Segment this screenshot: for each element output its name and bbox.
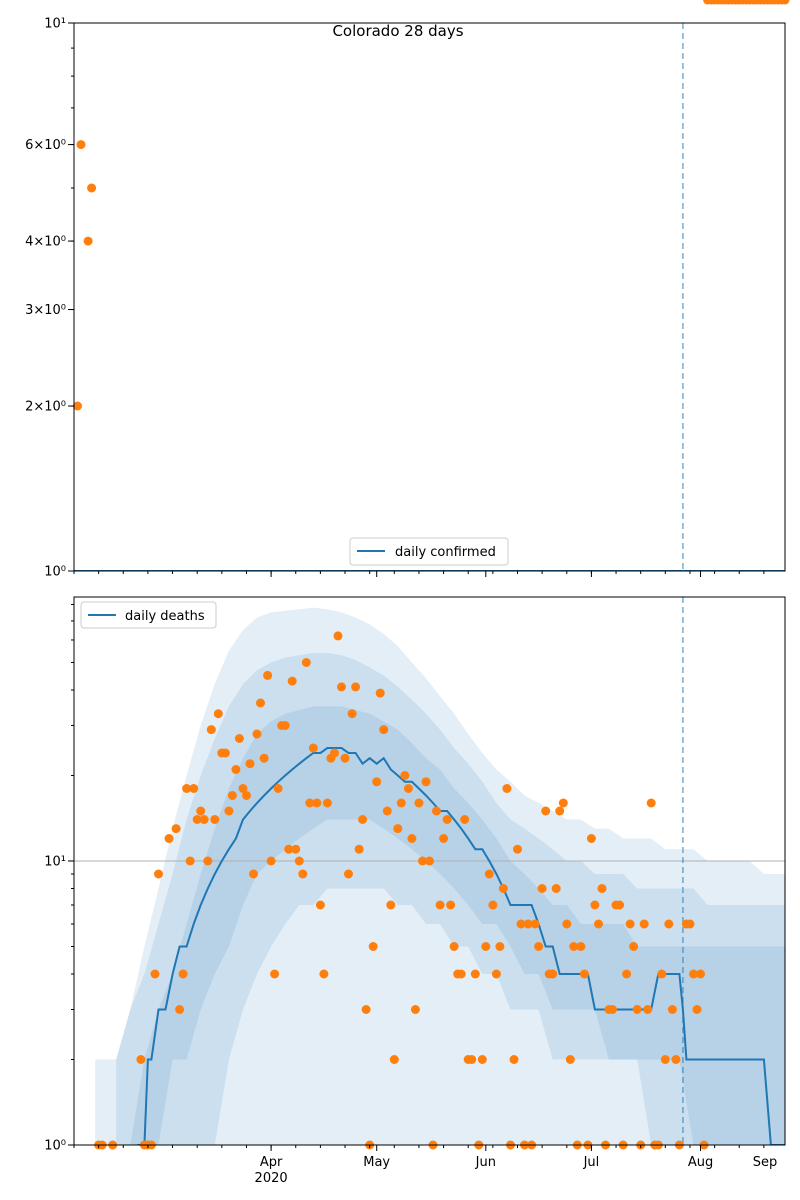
bottom-panel (44, 0, 789, 1186)
observed-point (393, 824, 402, 833)
observed-point (267, 857, 276, 866)
observed-point (351, 682, 360, 691)
observed-point (330, 749, 339, 758)
observed-point (270, 970, 279, 979)
observed-point (548, 970, 557, 979)
observed-point (316, 901, 325, 910)
observed-point (390, 1055, 399, 1064)
x-tick-label: Apr (259, 1155, 283, 1170)
observed-point (555, 807, 564, 816)
observed-point (231, 765, 240, 774)
observed-point (671, 1055, 680, 1064)
observed-point (348, 709, 357, 718)
observed-point (256, 699, 265, 708)
observed-point (598, 884, 607, 893)
observed-point (622, 970, 631, 979)
observed-point (87, 184, 96, 193)
observed-point (450, 942, 459, 951)
observed-point (228, 791, 237, 800)
top-legend (350, 538, 508, 565)
observed-point (341, 754, 350, 763)
y-tick-label: 2×10⁰ (25, 399, 66, 415)
observed-point (172, 824, 181, 833)
legend-label-deaths: daily deaths (125, 609, 205, 624)
y-tick-label: 10¹ (44, 16, 66, 32)
observed-point (425, 857, 434, 866)
observed-point (594, 920, 603, 929)
observed-point (136, 1055, 145, 1064)
observed-point (566, 1055, 575, 1064)
observed-point (541, 807, 550, 816)
observed-point (175, 1005, 184, 1014)
observed-point (397, 799, 406, 808)
observed-point (344, 870, 353, 879)
bottom-legend (81, 602, 216, 628)
observed-point (221, 749, 230, 758)
observed-point (590, 901, 599, 910)
observed-point (576, 942, 585, 951)
observed-point (312, 799, 321, 808)
observed-point (189, 784, 198, 793)
observed-point (372, 777, 381, 786)
x-tick-sublabel: 2020 (254, 1171, 288, 1186)
observed-point (200, 815, 209, 824)
chart-title: Colorado 28 days (332, 22, 464, 40)
observed-point (467, 1055, 476, 1064)
observed-point (242, 791, 251, 800)
observed-point (495, 942, 504, 951)
observed-point (334, 631, 343, 640)
y-tick-label: 3×10⁰ (25, 303, 66, 319)
observed-point (411, 1005, 420, 1014)
observed-point (210, 815, 219, 824)
y-tick-label: 6×10⁰ (25, 138, 66, 154)
observed-point (562, 920, 571, 929)
observed-point (151, 970, 160, 979)
observed-point (640, 920, 649, 929)
observed-point (686, 920, 695, 929)
observed-point (499, 884, 508, 893)
observed-point (559, 799, 568, 808)
observed-point (291, 845, 300, 854)
observed-point (84, 237, 93, 246)
x-tick-label: Sep (752, 1155, 778, 1170)
observed-point (552, 884, 561, 893)
observed-point (355, 845, 364, 854)
observed-point (186, 857, 195, 866)
observed-point (203, 857, 212, 866)
observed-point (309, 744, 318, 753)
y-tick-label: 10⁰ (44, 1138, 66, 1154)
observed-point (288, 677, 297, 686)
observed-point (249, 870, 258, 879)
observed-point (481, 942, 490, 951)
y-tick-label: 4×10⁰ (25, 234, 66, 250)
observed-point (432, 807, 441, 816)
observed-point (179, 970, 188, 979)
observed-point (404, 784, 413, 793)
x-tick-label: Jun (475, 1155, 496, 1170)
observed-point (407, 834, 416, 843)
observed-point (661, 1055, 670, 1064)
observed-point (608, 1005, 617, 1014)
observed-point (538, 884, 547, 893)
observed-point (369, 942, 378, 951)
observed-point (693, 1005, 702, 1014)
observed-point (513, 845, 522, 854)
legend-label-confirmed: daily confirmed (395, 545, 496, 560)
observed-point (615, 901, 624, 910)
top-axes-frame (74, 23, 785, 571)
observed-point (246, 759, 255, 768)
observed-point (323, 799, 332, 808)
observed-point (263, 671, 272, 680)
observed-point (414, 799, 423, 808)
observed-point (214, 709, 223, 718)
observed-point (77, 140, 86, 149)
observed-point (386, 901, 395, 910)
observed-point (460, 815, 469, 824)
observed-point (196, 807, 205, 816)
observed-point (165, 834, 174, 843)
observed-point (668, 1005, 677, 1014)
observed-point (295, 857, 304, 866)
observed-point (471, 970, 480, 979)
observed-point (422, 777, 431, 786)
observed-point (580, 970, 589, 979)
observed-point (657, 970, 666, 979)
observed-point (534, 942, 543, 951)
observed-point (587, 834, 596, 843)
y-tick-label: 10⁰ (44, 564, 66, 580)
top-panel (25, 17, 785, 580)
observed-point (400, 771, 409, 780)
observed-point (643, 1005, 652, 1014)
observed-point (379, 725, 388, 734)
observed-point (235, 734, 244, 743)
observed-point (281, 721, 290, 730)
observed-point (154, 870, 163, 879)
observed-point (224, 807, 233, 816)
observed-point (337, 682, 346, 691)
observed-point (362, 1005, 371, 1014)
observed-point (260, 754, 269, 763)
x-tick-label: Aug (687, 1155, 714, 1170)
observed-point (488, 901, 497, 910)
observed-point (457, 970, 466, 979)
observed-point (510, 1055, 519, 1064)
observed-point (446, 901, 455, 910)
observed-point (664, 920, 673, 929)
observed-point (207, 725, 216, 734)
observed-point (478, 1055, 487, 1064)
observed-point (492, 970, 501, 979)
observed-point (376, 689, 385, 698)
x-tick-label: May (363, 1155, 391, 1170)
observed-point (383, 807, 392, 816)
observed-point (647, 799, 656, 808)
observed-point (439, 834, 448, 843)
observed-point (358, 815, 367, 824)
observed-point (436, 901, 445, 910)
y-tick-label: 10¹ (44, 854, 66, 870)
x-tick-label: Jul (583, 1155, 600, 1170)
observed-point (696, 970, 705, 979)
observed-point (253, 730, 262, 739)
observed-point (302, 658, 311, 667)
observed-point (298, 870, 307, 879)
observed-point (633, 1005, 642, 1014)
observed-point (531, 920, 540, 929)
observed-point (443, 815, 452, 824)
observed-point (485, 870, 494, 879)
observed-point (319, 970, 328, 979)
observed-point (274, 784, 283, 793)
observed-point (629, 942, 638, 951)
observed-point (626, 920, 635, 929)
observed-point (502, 784, 511, 793)
